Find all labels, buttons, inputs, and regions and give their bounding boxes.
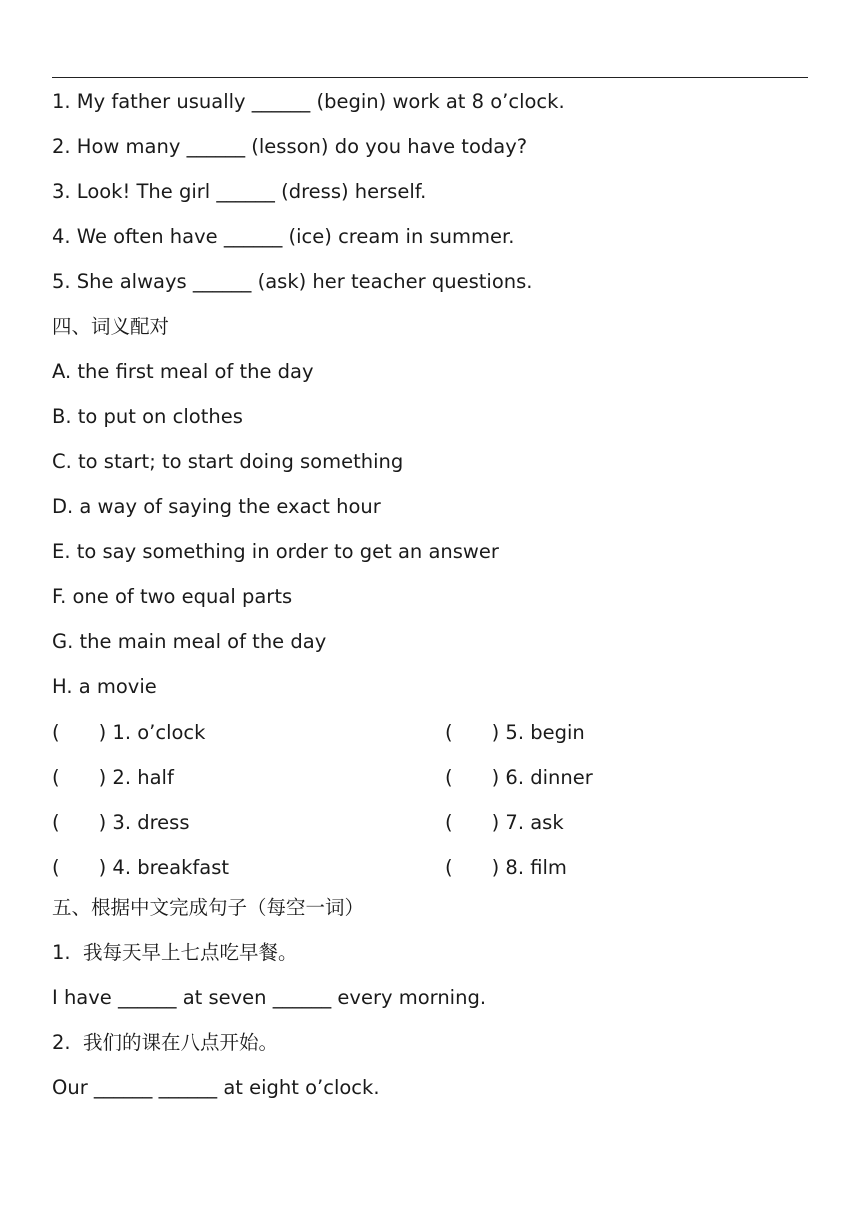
match-item-1: ( ) 1. o’clock (52, 721, 206, 744)
definition-g: G. the main meal of the day (52, 630, 327, 653)
section5-heading: 五、根据中文完成句子（每空一词） (52, 896, 365, 919)
match-item-6: ( ) 6. dinner (445, 766, 593, 789)
definition-f: F. one of two equal parts (52, 585, 293, 608)
section5-item-1-english: I have ______ at seven ______ every morning. (52, 986, 487, 1009)
definition-c: C. to start; to start doing something (52, 450, 404, 473)
definition-e: E. to say something in order to get an answer (52, 540, 499, 563)
definition-d: D. a way of saying the exact hour (52, 495, 381, 518)
definition-a: A. the first meal of the day (52, 360, 314, 383)
match-item-5: ( ) 5. begin (445, 721, 585, 744)
match-item-4: ( ) 4. breakfast (52, 856, 230, 879)
definition-b: B. to put on clothes (52, 405, 243, 428)
section3-item-1: 1. My father usually ______ (begin) work at 8 o’clock. (52, 90, 565, 113)
top-rule (52, 77, 808, 78)
section3-item-2: 2. How many ______ (lesson) do you have today? (52, 135, 528, 158)
definition-h: H. a movie (52, 675, 157, 698)
section3-item-5: 5. She always ______ (ask) her teacher questions. (52, 270, 533, 293)
section5-item-2-chinese: 2. 我们的课在八点开始。 (52, 1031, 279, 1054)
section4-heading: 四、词义配对 (52, 315, 170, 338)
section3-item-3: 3. Look! The girl ______ (dress) herself. (52, 180, 427, 203)
match-item-2: ( ) 2. half (52, 766, 174, 789)
match-item-3: ( ) 3. dress (52, 811, 190, 834)
match-item-7: ( ) 7. ask (445, 811, 564, 834)
section5-item-1-chinese: 1. 我每天早上七点吃早餐。 (52, 941, 298, 964)
section5-item-2-english: Our ______ ______ at eight o’clock. (52, 1076, 380, 1099)
section3-item-4: 4. We often have ______ (ice) cream in summer. (52, 225, 515, 248)
match-item-8: ( ) 8. film (445, 856, 567, 879)
